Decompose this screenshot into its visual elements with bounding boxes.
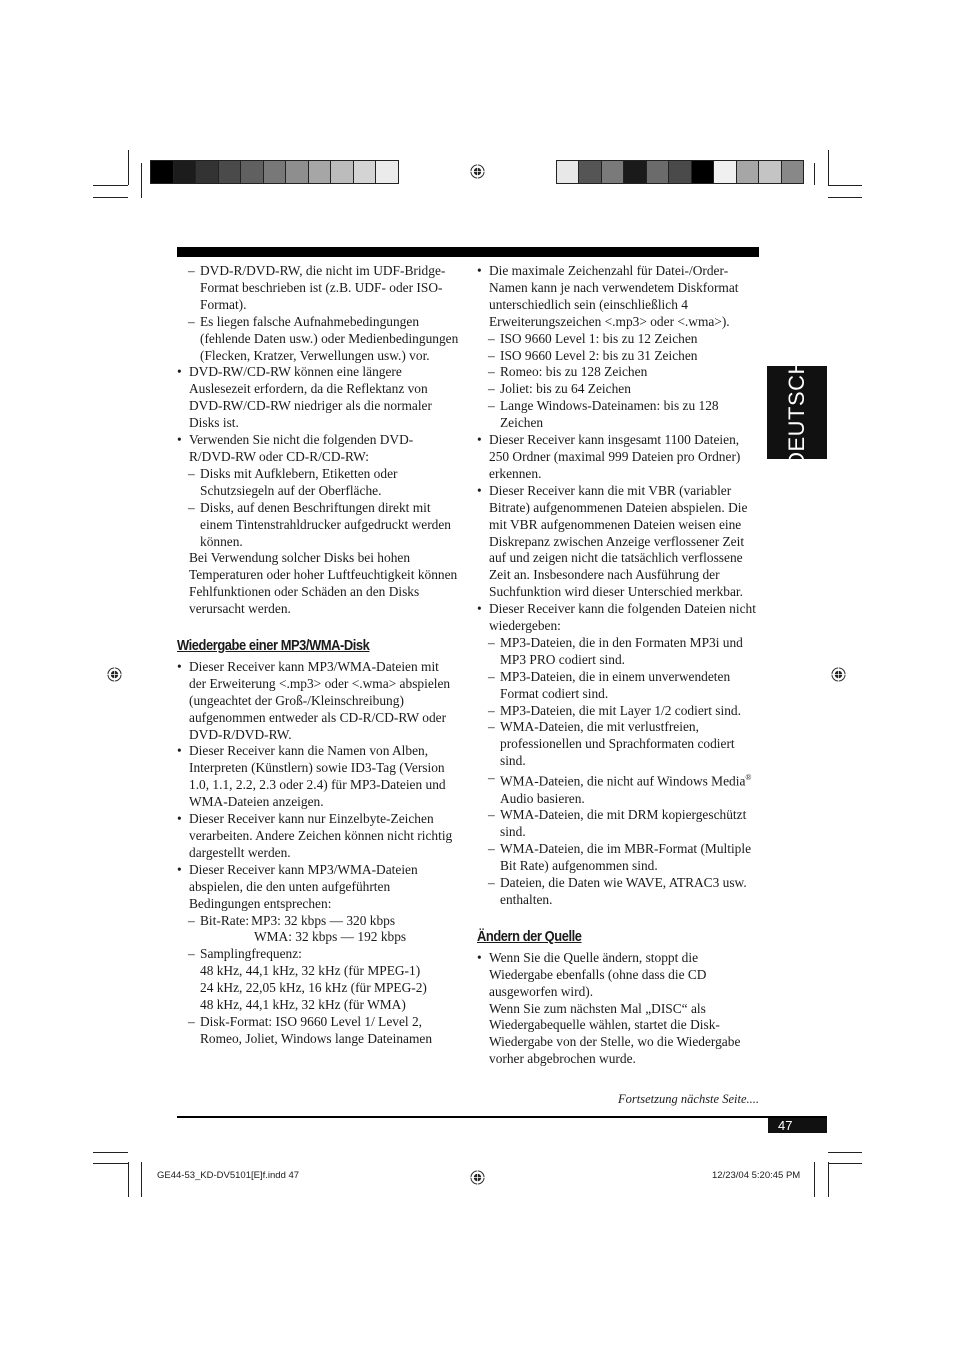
list-item: – Disks, auf denen Beschriftungen direkt mit einem Tintenstrahldrucker aufgedruckt werden können. — [177, 500, 459, 551]
sampling-line: 48 kHz, 44,1 kHz, 32 kHz (für MPEG-1) — [200, 963, 421, 979]
left-column — [177, 263, 459, 1048]
list-item: – Bit-Rate: MP3: 32 kbps — 320 kbps — [177, 913, 459, 930]
list-item: – Romeo: bis zu 128 Zeichen — [477, 364, 761, 381]
left-items — [177, 263, 459, 618]
continued-note: Fortsetzung nächste Seite.... — [618, 1092, 759, 1106]
color-swatch — [624, 161, 646, 183]
footer-file: GE44-53_KD-DV5101[E]f.indd 47 — [157, 1170, 300, 1181]
list-item: – MP3-Dateien, die in den Formaten MP3i und MP3 PRO codiert sind. — [477, 635, 761, 669]
right-items-b — [477, 807, 761, 908]
list-item: – ISO 9660 Level 2: bis zu 31 Zeichen — [477, 348, 761, 365]
right-items — [477, 263, 761, 770]
color-swatch — [737, 161, 759, 183]
color-swatch — [782, 161, 803, 183]
language-tab-label: DEUTSCH — [784, 357, 809, 468]
list-item: Bei Verwendung solcher Disks bei hohen Temperaturen oder hoher Luftfeuchtigkeit können Fehlfunktionen oder Schäden an den Disks verursacht werden. — [189, 550, 458, 617]
list-item: • Dieser Receiver kann die folgenden Dateien nicht wiedergeben: — [477, 601, 761, 635]
list-item: – WMA-Dateien, die im MBR-Format (Multiple Bit Rate) aufgenommen sind. — [477, 841, 761, 875]
list-item: WMA: 32 kbps — 192 kbps — [254, 929, 407, 945]
color-swatch — [151, 161, 174, 183]
list-item: • Dieser Receiver kann nur Einzelbyte-Zeichen verarbeiten. Andere Zeichen können nicht richtig dargestellt werden. — [177, 811, 459, 862]
crop-mark — [828, 197, 862, 198]
section-heading-mp3-wma: Wiedergabe einer MP3/WMA-Disk — [177, 637, 370, 655]
color-swatch — [647, 161, 669, 183]
list-item: – WMA-Dateien, die nicht auf Windows Media® Audio basieren. — [477, 770, 761, 807]
list-item: – Joliet: bis zu 64 Zeichen — [477, 381, 761, 398]
color-swatch — [354, 161, 377, 183]
list-item: – Disks mit Aufklebern, Etiketten oder Schutzsiegeln auf der Oberfläche. — [177, 466, 459, 500]
list-item: • Dieser Receiver kann insgesamt 1100 Dateien, 250 Ordner (maximal 999 Dateien pro Ordner) erkennen. — [477, 432, 761, 483]
sampling-line: 48 kHz, 44,1 kHz, 32 kHz (für WMA) — [200, 997, 406, 1013]
list-item: • Dieser Receiver kann die Namen von Alben, Interpreten (Künstlern) sowie ID3-Tag (Version 1.0, 1.1, 2.2, 2.3 oder 2.4) für MP3-Dateien und WMA-Dateien anzeigen. — [177, 743, 459, 811]
list-item: • Dieser Receiver kann MP3/WMA-Dateien mit der Erweiterung <.mp3> oder <.wma> abspielen (ungeachtet der Groß-/Kleinschreibung) aufgenommen entweder als CD-R/CD-RW oder DVD-R/DVD-RW. — [177, 659, 459, 744]
color-swatch — [692, 161, 714, 183]
crop-mark — [141, 163, 142, 198]
crop-mark — [828, 1163, 862, 1164]
section-heading-source: Ändern der Quelle — [477, 927, 582, 945]
registration-mark-icon — [831, 667, 846, 682]
color-swatch — [376, 161, 398, 183]
crop-mark — [93, 197, 128, 198]
footer-rule — [177, 1116, 827, 1118]
list-item: • Wenn Sie die Quelle ändern, stoppt die Wiedergabe ebenfalls (ohne dass die CD ausgeworfen wird). — [477, 950, 761, 1001]
header-bar — [177, 247, 759, 257]
list-item: – Dateien, die Daten wie WAVE, ATRAC3 usw. enthalten. — [477, 875, 761, 909]
color-swatch — [331, 161, 354, 183]
crop-mark — [814, 163, 815, 185]
registration-mark-icon — [107, 667, 122, 682]
list-item: – DVD-R/DVD-RW, die nicht im UDF-Bridge-Format beschrieben ist (z.B. UDF- oder ISO-Format). — [177, 263, 459, 314]
list-item: • Verwenden Sie nicht die folgenden DVD-R/DVD-RW oder CD-R/CD-RW: — [177, 432, 459, 466]
left-items-2 — [177, 659, 459, 913]
crop-mark — [93, 1163, 128, 1164]
color-swatch — [219, 161, 242, 183]
crop-mark — [828, 185, 862, 186]
crop-mark — [93, 1152, 128, 1153]
crop-mark — [814, 1162, 815, 1197]
color-swatch — [579, 161, 601, 183]
color-swatch — [602, 161, 624, 183]
crop-mark — [141, 1162, 142, 1197]
list-item: • Dieser Receiver kann MP3/WMA-Dateien abspielen, die den unten aufgeführten Bedingungen entsprechen: — [177, 862, 459, 913]
color-bar-left — [150, 160, 399, 184]
list-item: – MP3-Dateien, die in einem unverwendeten Format codiert sind. — [477, 669, 761, 703]
list-item: • Dieser Receiver kann die mit VBR (variabler Bitrate) aufgenommenen Dateien abspielen. Die mit VBR aufgenommenen Dateien weisen eine Diskrepanz zwischen Anzeige verflossener Zeit auf und zeigen nicht die tatsächlich verflossene Zeit an. Insbesondere nach Ausführung der Suchfunktion wird dieser Unterschied merkbar. — [477, 483, 761, 601]
crop-mark — [828, 1152, 862, 1153]
crop-mark — [93, 185, 128, 186]
color-swatch — [241, 161, 264, 183]
list-item: – Disk-Format: ISO 9660 Level 1/ Level 2, Romeo, Joliet, Windows lange Dateinamen — [177, 1014, 459, 1048]
sampling-lines — [177, 963, 459, 1014]
crop-mark — [828, 150, 829, 185]
color-swatch — [264, 161, 287, 183]
footer-date: 12/23/04 5:20:45 PM — [712, 1170, 801, 1181]
registration-mark-icon — [470, 164, 485, 179]
language-tab — [767, 357, 827, 468]
list-item: – ISO 9660 Level 1: bis zu 12 Zeichen — [477, 331, 761, 348]
color-swatch — [759, 161, 781, 183]
color-swatch — [174, 161, 197, 183]
crop-mark — [828, 1162, 829, 1197]
crop-mark — [128, 150, 129, 185]
color-swatch — [196, 161, 219, 183]
list-item: – Lange Windows-Dateinamen: bis zu 128 Zeichen — [477, 398, 761, 432]
list-item: – WMA-Dateien, die mit verlustfreien, professionellen und Sprachformaten codiert sind. — [477, 719, 761, 770]
list-item: – MP3-Dateien, die mit Layer 1/2 codiert sind. — [477, 703, 761, 720]
page-number: 47 — [768, 1118, 827, 1133]
list-item: – WMA-Dateien, die mit DRM kopiergeschützt sind. — [477, 807, 761, 841]
list-item: • Die maximale Zeichenzahl für Datei-/Order-Namen kann je nach verwendetem Diskformat unterschiedlich sein (einschließlich 4 Erweiterungszeichen <.mp3> oder <.wma>). — [477, 263, 761, 331]
sampling-line: 24 kHz, 22,05 kHz, 16 kHz (für MPEG-2) — [200, 980, 427, 996]
crop-mark — [128, 1162, 129, 1197]
registration-mark-icon — [470, 1170, 485, 1185]
color-swatch — [286, 161, 309, 183]
right-column — [477, 263, 761, 1068]
color-swatch — [714, 161, 736, 183]
right-items-2 — [477, 950, 761, 1068]
color-swatch — [309, 161, 332, 183]
list-item: – Samplingfrequenz: — [177, 946, 459, 963]
color-swatch — [557, 161, 579, 183]
list-item: Wenn Sie zum nächsten Mal „DISC“ als Wiedergabequelle wählen, startet die Disk-Wiedergabe von der Stelle, wo die Wiedergabe vorher abgebrochen wurde. — [489, 1000, 741, 1067]
color-bar-right — [556, 160, 804, 184]
color-swatch — [669, 161, 691, 183]
list-item: – Es liegen falsche Aufnahmebedingungen (fehlende Daten usw.) oder Medienbedingungen (Flecken, Kratzer, Verwellungen usw.) vor. — [177, 314, 459, 365]
list-item: • DVD-RW/CD-RW können eine längere Auslesezeit erfordern, da die Reflektanz von DVD-RW/CD-RW niedriger als die normaler Disks ist. — [177, 364, 459, 432]
